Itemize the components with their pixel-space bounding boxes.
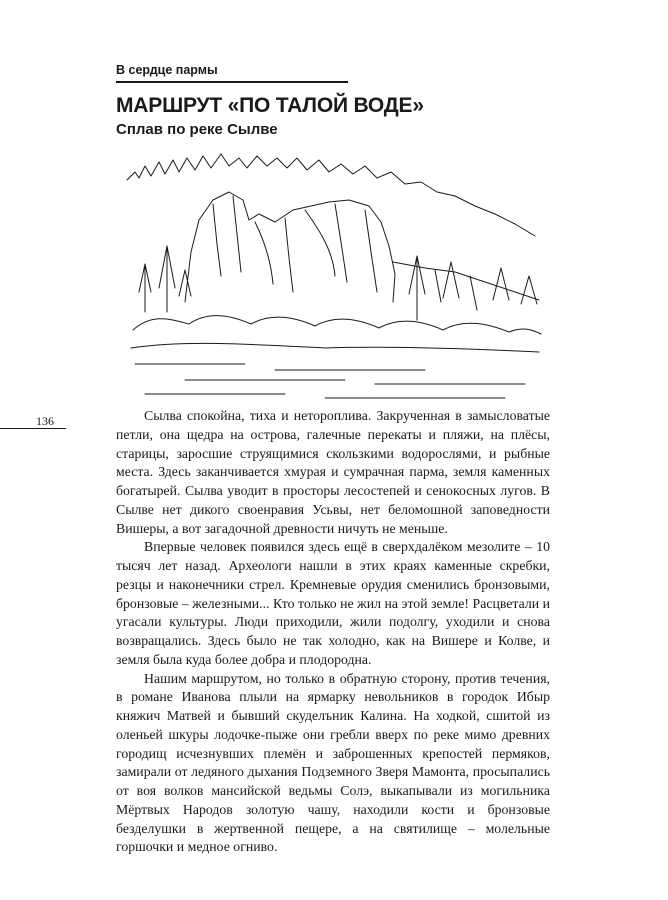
paragraph: Сылва спокойна, тиха и нетороплива. Закрученная в замысловатые петли, она щедра на острова, галечные перекаты и пляжи, на плёсы, старицы, заросшие струящимися скользкими водорослями, и рыбные места. Здесь заканчивается хмурая и сумрачная парма, земля каменных богатырей. Сылва уводит в просторы лесостепей и сенокосных лугов. В Сылве нет дикого своенравия Усьвы, нет беломошной заповедности Вишеры, а вот загадочной древности ничуть не меньше.: [116, 408, 550, 536]
body-text: [116, 407, 550, 857]
paragraph: Нашим маршрутом, но только в обратную сторону, против течения, в романе Иванова плыли на ярмарку невольников в городок Ибыр княжич Матвей и бывший скуделъник Калина. На ходкой, сшитой из оленьей шкуры лодочке-пыже они гребли вверх по реке мимо древних городищ исчезнувших племён и заброшенных крепостей пермяков, замирали от ледяного дыхания Подземного Зверя Мамонта, просыпались от воя волков мансийской ведьмы Солэ, выкапывали из могильника Мёртвых Народов золотую чашу, находили кости и бронзовые безделушки в жертвенной пещере, а на святилище – молельные горшочки и медное огниво.: [116, 670, 550, 855]
river-cliff-sketch-icon: [125, 152, 543, 402]
page-subtitle: Сплав по реке Сылве: [116, 121, 278, 138]
page-number-rule: [0, 428, 66, 429]
paragraph: Впервые человек появился здесь ещё в сверхдалёком мезолите – 10 тысяч лет назад. Археологи нашли в этих краях каменные скребки, резцы и наконечники стрел. Кремневые орудия сменились бронзовыми, бронзовые – железными... Кто только не жил на этой земле! Расцветали и угасали культуры. Люди приходили, жили подолгу, уходили и снова возвращались. Здесь было не так холодно, как на Вишере и Колве, и земля была куда более добра и плодородна.: [116, 539, 550, 667]
page-number: 136: [36, 414, 54, 428]
running-header: В сердце пармы: [116, 63, 218, 77]
page-title: МАРШРУТ «ПО ТАЛОЙ ВОДЕ»: [116, 94, 424, 117]
header-rule: [116, 81, 348, 83]
